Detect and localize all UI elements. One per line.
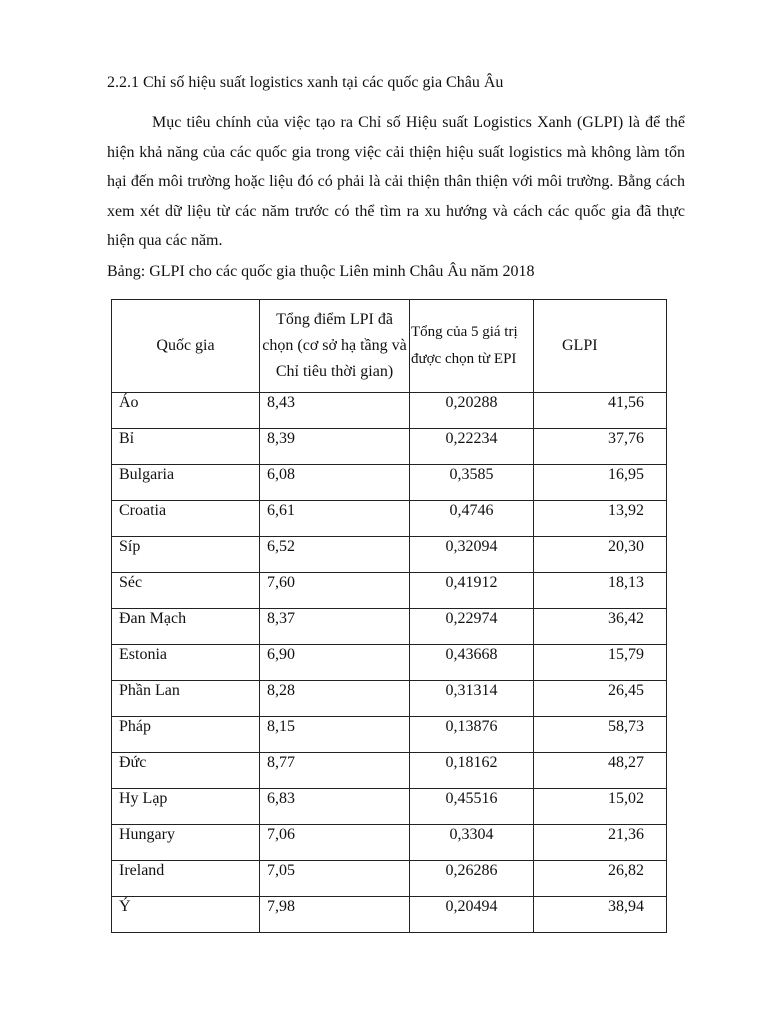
epi-cell: 0,20494 (410, 897, 534, 933)
glpi-cell: 36,42 (534, 609, 667, 645)
glpi-cell: 15,79 (534, 645, 667, 681)
lpi-cell: 7,60 (260, 573, 410, 609)
country-cell: Đan Mạch (112, 609, 260, 645)
lpi-cell: 7,05 (260, 861, 410, 897)
table-row (112, 825, 667, 861)
glpi-cell: 26,82 (534, 861, 667, 897)
epi-cell: 0,18162 (410, 753, 534, 789)
epi-cell: 0,4746 (410, 501, 534, 537)
epi-cell: 0,22974 (410, 609, 534, 645)
epi-cell: 0,43668 (410, 645, 534, 681)
table-row (112, 465, 667, 501)
country-cell: Hy Lạp (112, 789, 260, 825)
lpi-cell: 7,98 (260, 897, 410, 933)
glpi-cell: 38,94 (534, 897, 667, 933)
glpi-cell: 18,13 (534, 573, 667, 609)
table-row (112, 681, 667, 717)
glpi-cell: 13,92 (534, 501, 667, 537)
table-row (112, 897, 667, 933)
table-row (112, 429, 667, 465)
lpi-cell: 8,37 (260, 609, 410, 645)
lpi-cell: 6,90 (260, 645, 410, 681)
table-row (112, 645, 667, 681)
lpi-cell: 6,52 (260, 537, 410, 573)
table-header-row (112, 300, 667, 393)
lpi-cell: 8,15 (260, 717, 410, 753)
country-cell: Ý (112, 897, 260, 933)
country-cell: Síp (112, 537, 260, 573)
table-row (112, 753, 667, 789)
glpi-cell: 26,45 (534, 681, 667, 717)
column-header-lpi: Tổng điểm LPI đã chọn (cơ sở hạ tầng và Chỉ tiêu thời gian) (260, 300, 410, 393)
epi-cell: 0,26286 (410, 861, 534, 897)
table-row (112, 537, 667, 573)
glpi-cell: 20,30 (534, 537, 667, 573)
lpi-cell: 6,08 (260, 465, 410, 501)
table-row (112, 393, 667, 429)
epi-cell: 0,45516 (410, 789, 534, 825)
table-row (112, 609, 667, 645)
country-cell: Áo (112, 393, 260, 429)
table-row (112, 861, 667, 897)
lpi-cell: 8,43 (260, 393, 410, 429)
epi-cell: 0,32094 (410, 537, 534, 573)
lpi-cell: 6,83 (260, 789, 410, 825)
glpi-cell: 37,76 (534, 429, 667, 465)
country-cell: Ireland (112, 861, 260, 897)
epi-cell: 0,41912 (410, 573, 534, 609)
table-body (112, 393, 667, 933)
column-header-epi: Tổng của 5 giá trị được chọn từ EPI (410, 300, 534, 393)
section-heading: 2.2.1 Chỉ số hiệu suất logistics xanh tại các quốc gia Châu Âu (107, 74, 504, 91)
glpi-cell: 41,56 (534, 393, 667, 429)
table-caption: Bảng: GLPI cho các quốc gia thuộc Liên minh Châu Âu năm 2018 (107, 263, 535, 280)
country-cell: Phần Lan (112, 681, 260, 717)
epi-cell: 0,22234 (410, 429, 534, 465)
glpi-table (111, 299, 667, 933)
lpi-cell: 8,77 (260, 753, 410, 789)
lpi-cell: 8,28 (260, 681, 410, 717)
glpi-cell: 48,27 (534, 753, 667, 789)
epi-cell: 0,3304 (410, 825, 534, 861)
epi-cell: 0,13876 (410, 717, 534, 753)
lpi-cell: 6,61 (260, 501, 410, 537)
country-cell: Croatia (112, 501, 260, 537)
body-paragraph: Mục tiêu chính của việc tạo ra Chỉ số Hiệu suất Logistics Xanh (GLPI) là để thể hiện khả năng của các quốc gia trong việc cải thiện hiệu suất logistics mà không làm tổn hại đến môi trường hoặc liệu đó có phải là cải thiện thân thiện với môi trường. Bằng cách xem xét dữ liệu từ các năm trước có thể tìm ra xu hướng và cách các quốc gia đã thực hiện qua các năm. (107, 114, 685, 249)
table-row (112, 501, 667, 537)
table-row (112, 717, 667, 753)
country-cell: Pháp (112, 717, 260, 753)
glpi-cell: 16,95 (534, 465, 667, 501)
lpi-cell: 7,06 (260, 825, 410, 861)
country-cell: Hungary (112, 825, 260, 861)
country-cell: Bỉ (112, 429, 260, 465)
epi-cell: 0,3585 (410, 465, 534, 501)
lpi-cell: 8,39 (260, 429, 410, 465)
country-cell: Estonia (112, 645, 260, 681)
glpi-cell: 15,02 (534, 789, 667, 825)
epi-cell: 0,31314 (410, 681, 534, 717)
epi-cell: 0,20288 (410, 393, 534, 429)
country-cell: Đức (112, 753, 260, 789)
country-cell: Bulgaria (112, 465, 260, 501)
column-header-country: Quốc gia (112, 300, 260, 393)
glpi-cell: 58,73 (534, 717, 667, 753)
glpi-cell: 21,36 (534, 825, 667, 861)
table-row (112, 573, 667, 609)
country-cell: Séc (112, 573, 260, 609)
table-row (112, 789, 667, 825)
column-header-glpi: GLPI (534, 300, 667, 393)
